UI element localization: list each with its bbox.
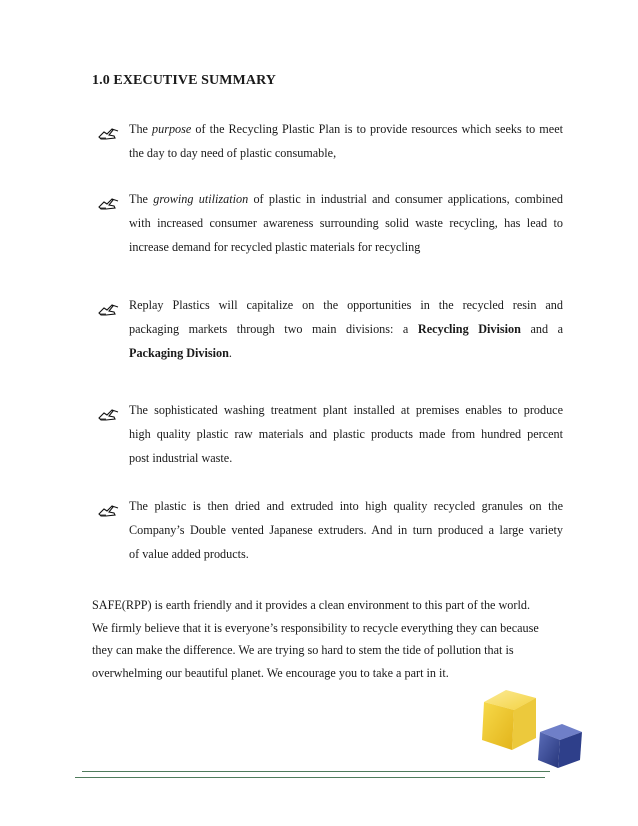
writing-hand-bullet-icon	[98, 405, 120, 417]
writing-hand-bullet-icon	[98, 300, 120, 312]
summary-line: We firmly believe that it is everyone’s responsibility to recycle everything they can because	[92, 620, 539, 635]
bullet-line	[129, 398, 563, 422]
text-run: of the Recycling Plastic Plan is to provide resources which seeks to meet	[191, 122, 563, 136]
bullet-item	[98, 187, 563, 259]
footer-rule-bottom	[75, 777, 545, 778]
footer-rule-top	[82, 771, 550, 772]
text-run: .	[228, 346, 232, 360]
bullet-line	[129, 518, 563, 542]
summary-line: SAFE(RPP) is earth friendly and it provides a clean environment to this part of the world.	[92, 598, 530, 612]
text-run: The sophisticated washing treatment plant installed at premises enables to produce	[129, 403, 563, 417]
summary-paragraph	[92, 594, 572, 684]
bullet-line	[129, 494, 563, 518]
decorative-cubes-logo	[478, 688, 588, 774]
section-heading: 1.0 EXECUTIVE SUMMARY	[92, 73, 277, 88]
writing-hand-bullet-icon	[98, 194, 120, 206]
bullet-line	[129, 117, 563, 141]
summary-line: overwhelming our beautiful planet. We encourage you to take a part in it.	[92, 665, 449, 680]
text-run: the day to day need of plastic consumable,	[129, 146, 337, 160]
italic-term: purpose	[152, 122, 192, 136]
bullet-item	[98, 494, 563, 566]
writing-hand-bullet-icon	[98, 501, 120, 513]
bold-term: Recycling Division	[417, 322, 521, 336]
bullet-line	[129, 446, 563, 470]
bullet-line	[129, 341, 563, 365]
yellow-cube-icon	[482, 690, 536, 750]
text-run: The plastic is then dried and extruded into high quality recycled granules on the	[129, 499, 563, 513]
bullet-line	[129, 211, 563, 235]
bold-term: Packaging Division	[129, 346, 229, 360]
text-run: packaging markets through two main divisions: a	[129, 322, 418, 336]
text-run: Replay Plastics will capitalize on the opportunities in the recycled resin and	[129, 298, 563, 312]
bullet-line	[129, 293, 563, 317]
bullet-line	[129, 542, 563, 566]
bullet-line	[129, 141, 563, 165]
blue-cube-icon	[538, 724, 582, 768]
text-run: of value added products.	[129, 547, 249, 561]
bullet-line	[129, 187, 563, 211]
bullet-item	[98, 398, 563, 470]
text-run: of plastic in industrial and consumer applications, combined	[248, 192, 563, 206]
text-run: increase demand for recycled plastic materials for recycling	[129, 240, 421, 254]
bullet-item	[98, 293, 563, 365]
text-run: high quality plastic raw materials and plastic products made from hundred percent	[129, 427, 563, 441]
text-run: The	[129, 122, 153, 136]
text-run: The	[129, 192, 154, 206]
bullet-line	[129, 317, 563, 341]
bullet-line	[129, 235, 563, 259]
italic-term: growing utilization	[153, 192, 249, 206]
text-run: Company’s Double vented Japanese extruders. And in turn produced a large variety	[129, 523, 563, 537]
text-run: with increased consumer awareness surrounding solid waste recycling, has lead to	[129, 216, 563, 230]
writing-hand-bullet-icon	[98, 124, 120, 136]
bullet-item	[98, 117, 563, 165]
bullet-line	[129, 422, 563, 446]
text-run: post industrial waste.	[129, 451, 233, 465]
text-run: and a	[520, 322, 563, 336]
summary-line: they can make the difference. We are trying so hard to stem the tide of pollution that is	[92, 643, 514, 657]
